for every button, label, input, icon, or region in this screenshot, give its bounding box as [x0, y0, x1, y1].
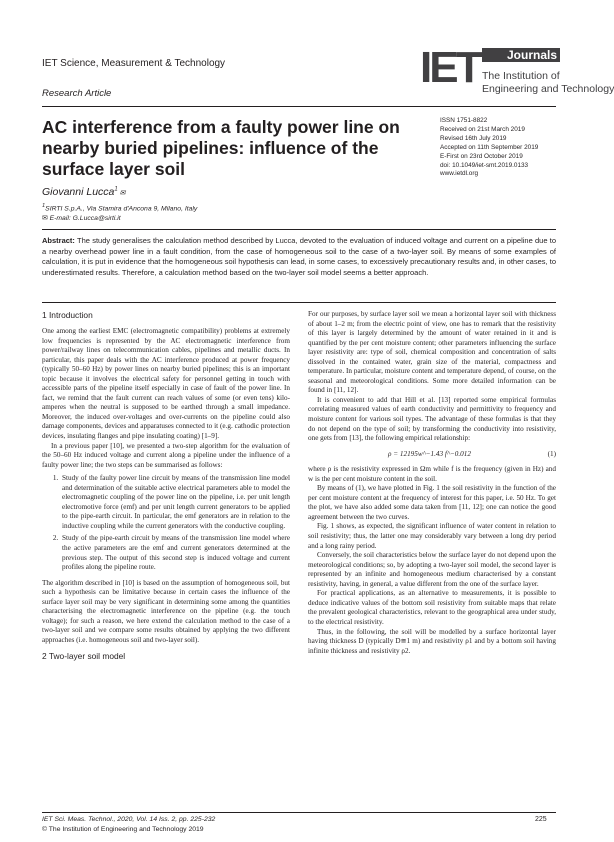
equation-body: ρ = 12195w^−1.43 f^−0.012 [388, 449, 471, 458]
section-heading-introduction: 1 Introduction [42, 310, 93, 320]
logo-institution-line1: The Institution of [482, 70, 560, 82]
equation-1 [308, 450, 556, 460]
author-affiliation: $^1$SIRTI S.p.A., Via Stamira d'Ancona 9, Milano, Italy [42, 203, 198, 213]
author-divider [42, 229, 556, 230]
efirst-line: E-First on 23rd October 2019 [440, 152, 523, 160]
revised-line: Revised 16th July 2019 [440, 134, 507, 142]
abstract-label: Abstract: [42, 236, 75, 245]
paragraph: Fig. 1 shows, as expected, the significant influence of water content in relation to soil resistivity; thus, the latter one may considerably vary between a long dry period and a long rainy period. [308, 522, 556, 550]
iet-journals-logo [420, 43, 614, 102]
issn-line: ISSN 1751-8822 [440, 117, 488, 124]
author-name: Giovanni Lucca$^1$ ✉ [42, 186, 126, 198]
section-heading-two-layer-soil: 2 Two-layer soil model [42, 650, 126, 661]
paragraph: One among the earliest EMC (electromagnetic compatibility) problems at extremely low frequencies is represented by the AC electromagnetic interference from power/railway lines on telecommunication cables, pipelines and metallic ducts. In particular, this paper deals with the AC interference produced at power frequency (typically 50–60 Hz) by power lines on nearby buried pipelines; this is an important topic because it involves the electrical safety for personnel getting in touch with accessible parts of the pipeline itself especially in case of fault of the power line. In fact, we remind that the fault current can reach values of some (or even tens) kilo-amperes when the neutral is supposed to be earthed through a small impedance. Moreover, the induced over-voltages and over-currents on the pipeline could also damage components, devices and apparatuses connected to it (e.g. cathodic protection devices, insulating flanges and pipe insulating coating) [1–9]. [42, 327, 290, 441]
paragraph: In a previous paper [10], we presented a two-step algorithm for the evaluation of the 50–60 Hz induced voltage and current along a pipeline under the influence of a faulty power line; the two steps can be summarised as follows: [42, 441, 290, 469]
equation-number: (1) [547, 449, 556, 458]
logo-institution-line2: Engineering and Technology [482, 83, 614, 95]
steps-list [42, 474, 290, 572]
right-column [308, 310, 556, 656]
abstract [42, 236, 556, 278]
abstract-text: The study generalises the calculation method described by Lucca, devoted to the evaluation of induced voltage and current on a pipeline due to a nearby overhead power line in a fault condition, from the case of homogeneous soil to the case of a two-layer soil. By means of some examples of calculation, it is put in evidence that the homogeneous soil hypothesis can lead, in some cases, to excessively precautionary results and, in other cases, to underestimated results. Therefore, a calculation method based on the two-layer soil model seems a better approach. [42, 236, 557, 277]
paragraph: For our purposes, by surface layer soil we mean a horizontal layer soil with thickness of about 1–2 m; from the electric point of view, one has to remark that the resistivity of this layer is largely determined by the amount of water retained in it and is quantified by the per cent moisture content; other parameters influencing the surface layer resistivity are: type of soil, chemical composition and concentration of salts dissolved in the contained water, grain size of the material, compactness and temperature. In particular, moisture content and temperature depend, of course, on the seasonal and meteorological conditions. Some more detailed information can be found in [11, 12]. [308, 310, 556, 395]
list-item: 2. Study of the pipe-earth circuit by means of the transmission line model where the active parameters are the emf and current generators determined at the previous step. The output of this second step is induced voltage and current profiles along the pipeline route. [60, 534, 290, 572]
footer-copyright: © The Institution of Engineering and Technology 2019 [42, 826, 204, 833]
article-title: AC interference from a faulty power line on nearby buried pipelines: influence of the surface layer soil [42, 117, 400, 179]
paragraph: where ρ is the resistivity expressed in Ωm while f is the frequency (given in Hz) and w is the per cent moisture content in the soil. [308, 465, 556, 483]
paragraph: Conversely, the soil characteristics below the surface layer do not depend upon the meteorological conditions; so, by adopting a two-layer soil model, the second layer is represented by an infinite and homogeneous medium characterised by a constant resistivity, having, in general, a value different from the one of the surface layer. [308, 551, 556, 588]
footer-divider [42, 812, 556, 813]
paragraph: For practical applications, as an alternative to measurements, it is possible to deduce indicative values of the bottom soil resistivity from suitable maps that relate the prevalent geological characteristics, relevant to the geographical area under study, to the electrical resistivity. [308, 589, 556, 626]
logo-letters: IET [420, 43, 480, 92]
journal-name: IET Science, Measurement & Technology [42, 58, 226, 69]
page-number: 225 [535, 816, 547, 823]
article-type: Research Article [42, 88, 112, 99]
received-line: Received on 21st March 2019 [440, 125, 525, 133]
left-column [42, 310, 290, 668]
accepted-line: Accepted on 11th September 2019 [440, 143, 539, 151]
website-line[interactable]: www.ietdl.org [440, 170, 479, 178]
paragraph: The algorithm described in [10] is based on the assumption of homogeneous soil, but such a hypothesis can be limitative because in certain cases the influence of the surface layer soil may be very significant in determining some among the quantities characterising the electromagnetic interference on the pipeline (e.g. the touch voltage); for such a reason, we here extend the calculation method to the case of a two-layer soil and we compare some results obtained by applying the two different approaches (i.e. homogeneous soil and two-layer soil). [42, 578, 290, 644]
header-divider [42, 106, 556, 107]
paragraph: By means of (1), we have plotted in Fig. 1 the soil resistivity in the function of the per cent moisture content at the frequency of interest for this paper, i.e. 50 Hz. To get the plot, we have also added some data taken from [11, 12]; one can notice the good agreement between the two curves. [308, 484, 556, 521]
affiliation-marker: 1 [42, 203, 46, 209]
list-item: 1. Study of the faulty power line circuit by means of the transmission line model and determination of the suitable active electrical parameters able to model the electromagnetic coupling of the power line on the pipeline, i.e. per unit length electromotive force (emf) and per unit length current generators to be applied to the pipe-earth circuit. In particular, the emf generators are in relation to the inductive coupling while the current generators with the conductive coupling. [60, 474, 290, 531]
author-affiliation-marker: 1 [114, 186, 118, 193]
footer-citation: IET Sci. Meas. Technol., 2020, Vol. 14 Iss. 2, pp. 225-232 [42, 816, 216, 823]
paragraph: It is convenient to add that Hill et al. [13] reported some empirical formulas correlating measured values of earth conductivity and permittivity to frequency and moisture content for various soil types. The advantage of these formulas is that they do not depend on the type of soil; by transforming the conductivity into resistivity, one gets from [13], the following empirical relationship: [308, 395, 556, 443]
logo-journals-tag: Journals [482, 48, 560, 62]
paragraph: Thus, in the following, the soil will be modelled by a surface horizontal layer having thickness D (typically D≅1 m) and resistivity ρ1 and by a bottom soil having infinite thickness and resistivity ρ2. [308, 627, 556, 655]
abstract-divider [42, 302, 556, 303]
doi-line[interactable]: doi: 10.1049/iet-smt.2019.0133 [440, 161, 529, 169]
publication-info [440, 117, 560, 179]
email-icon: ✉ [42, 215, 50, 222]
author-email[interactable]: ✉ E-mail: G.Lucca@sirti.it [42, 215, 121, 222]
